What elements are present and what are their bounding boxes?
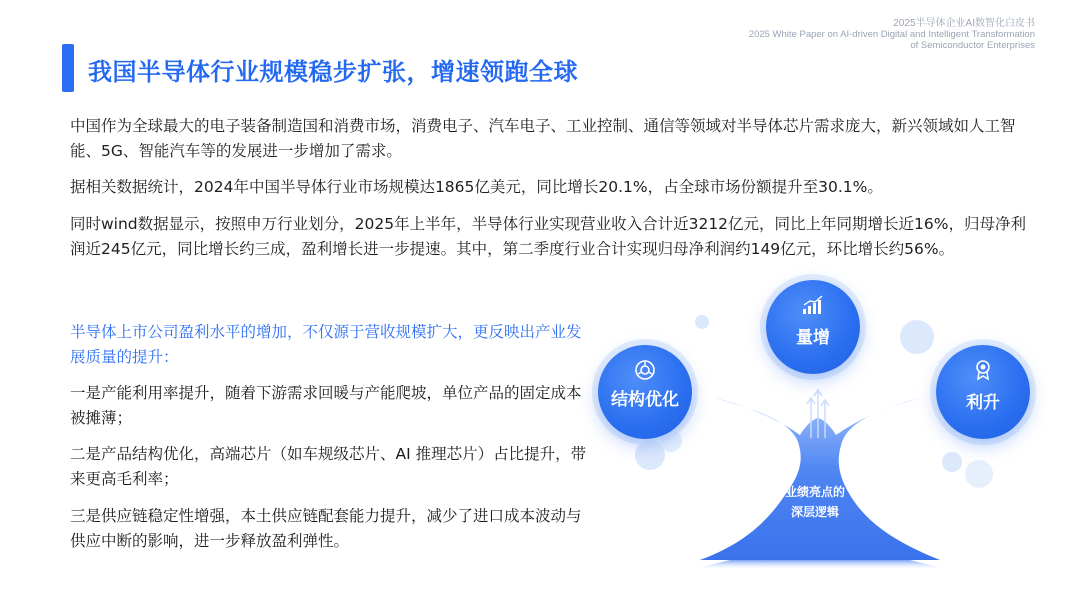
header-en-line1: 2025 White Paper on AI-driven Digital and Intelligent Transformation: [748, 29, 1035, 40]
document-header: [749, 18, 1035, 51]
circle-label-volume: 量增: [796, 328, 830, 348]
award-icon: [973, 359, 993, 381]
paragraph-market-demand: 中国作为全球最大的电子装备制造国和消费市场，消费电子、汽车电子、工业控制、通信等领域对半导体芯片需求庞大，新兴领域如人工智能、5G、智能汽车等的发展进一步增加了需求。: [70, 117, 1016, 160]
paragraph-wind-data: 同时wind数据显示，按照申万行业划分，2025年上半年，半导体行业实现营业收入合计近3212亿元，同比上年同期增长近16%，归母净利润近245亿元，同比增长约三成，盈利增长进一步提速。其中，第二季度行业合计实现归母净利润约149亿元，环比增长约56%。: [70, 215, 1026, 258]
header-cn-title: 2025半导体企业AI数智化白皮书: [893, 18, 1035, 29]
highlight-statement: 半导体上市公司盈利水平的增加，不仅源于营收规模扩大，更反映出产业发展质量的提升：: [70, 323, 582, 366]
donut-chart-icon: [634, 359, 656, 381]
bar-chart-icon: [801, 294, 825, 316]
paragraph-market-size: 据相关数据统计，2024年中国半导体行业市场规模达1865亿美元，同比增长20.1%，占全球市场份额提升至30.1%。: [70, 178, 883, 196]
circle-structure-optimization: [598, 345, 692, 439]
title-accent-bar: [62, 44, 74, 92]
core-logic-label-line2: 深层逻辑: [790, 505, 839, 519]
reason-item-supply-chain: 三是供应链稳定性增强，本土供应链配套能力提升，减少了进口成本波动与供应中断的影响，进一步释放盈利弹性。: [70, 507, 582, 550]
core-logic-label-line1: 业绩亮点的: [784, 485, 845, 499]
page-title: 我国半导体行业规模稳步扩张，增速领跑全球: [88, 58, 578, 86]
circle-label-structure: 结构优化: [611, 390, 679, 410]
circle-profit-rise: [936, 345, 1030, 439]
circle-label-profit: 利升: [966, 393, 1000, 413]
arrow-up-icon: [807, 390, 829, 438]
logic-diagram: [590, 270, 1067, 600]
reason-item-structure: 二是产品结构优化，高端芯片（如车规级芯片、AI 推理芯片）占比提升，带来更高毛利率；: [70, 445, 587, 488]
circle-volume-growth: [766, 280, 860, 374]
reason-item-capacity: 一是产能利用率提升，随着下游需求回暖与产能爬坡，单位产品的固定成本被摊薄；: [70, 384, 582, 427]
header-en-line2: of Semiconductor Enterprises: [910, 40, 1035, 51]
